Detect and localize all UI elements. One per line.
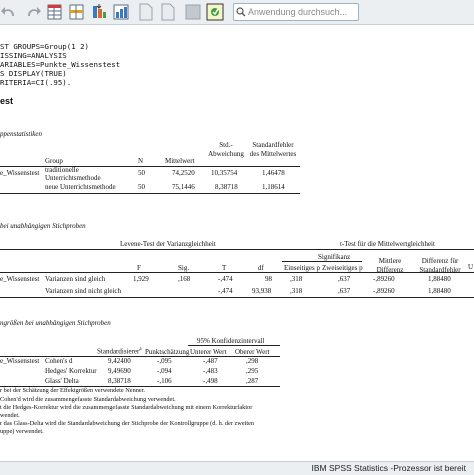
col-p1: Einseitiges p: [284, 264, 320, 272]
cell-point: -,095: [157, 357, 172, 365]
col-sed: Differenz für Standardfehler: [419, 257, 461, 274]
col-p2: Zweiseitiges p: [322, 264, 363, 272]
footnote: wendet.: [0, 412, 20, 419]
cell-point: -,106: [157, 377, 172, 385]
group-name: traditionelle Unterrichtsmethode: [45, 166, 101, 182]
footnote: r bei der Schätzung der Effektgrößen verwendete Nenner.: [0, 387, 146, 394]
cell-md: -,89260: [373, 275, 395, 283]
cell-sd: 8,38718: [215, 183, 238, 191]
divider: [0, 272, 474, 273]
col-sig: Sig.: [178, 264, 190, 272]
divider: [188, 345, 280, 346]
designate-window-icon[interactable]: [206, 3, 224, 21]
divider: [0, 356, 280, 357]
cell-sed: 1,88480: [428, 287, 451, 295]
group-stats-title: ppenstatistiken: [0, 130, 42, 138]
cell-std: 8,38718: [108, 377, 131, 385]
status-bar: [0, 461, 474, 475]
search-placeholder: Anwendung durchsuch...: [248, 7, 348, 17]
footnote: Cohen'd wird die zusammengefasste Standardabweichung verwendet.: [0, 396, 176, 403]
status-text: IBM SPSS Statistics -Prozessor ist bereit: [311, 463, 466, 473]
footnote: t die Hedges-Korrektur wird die zusammengefasste Standardabweichung mit einem Korrekturfaktor: [0, 404, 253, 411]
chart-icon[interactable]: [112, 3, 130, 21]
cell-se: 1,18614: [262, 183, 285, 191]
col-std-label: Standardisierer: [97, 347, 140, 356]
cell-sd: 10,35754: [211, 169, 238, 177]
cell-lower: -,487: [203, 357, 218, 365]
row-label: e_Wissenstest: [0, 169, 40, 177]
col-md: Mittlere Differenz: [376, 257, 404, 274]
cell-mean: 75,1446: [172, 183, 195, 191]
col-std-footnote: a: [139, 347, 142, 352]
col-mean: Mittelwert: [165, 157, 195, 165]
group-name: neue Unterrichtsmethode: [45, 183, 116, 191]
effect-name: Hedges' Korrektur: [45, 367, 97, 375]
cell-n: 50: [138, 183, 145, 191]
cell-se: 1,46478: [262, 169, 285, 177]
divider: [0, 249, 474, 250]
col-point: Punktschätzung: [145, 348, 190, 356]
col-u: U: [468, 263, 474, 271]
redo-icon[interactable]: [22, 3, 42, 21]
cell-upper: ,295: [246, 367, 259, 375]
cell-lower: -,498: [203, 377, 218, 385]
goto-case-icon[interactable]: [68, 3, 86, 21]
cell-std: 9,42400: [108, 357, 131, 365]
cell-f: 1,929: [133, 275, 149, 283]
col-std: [97, 347, 142, 355]
syntax-line: ARIABLES=Punkte_Wissenstest: [0, 60, 121, 69]
goto-data-icon[interactable]: [46, 3, 64, 21]
col-df: df: [258, 264, 264, 272]
cell-mean: 74,2520: [172, 169, 195, 177]
effect-name: Glass' Delta: [45, 377, 79, 385]
gray-box-icon[interactable]: [184, 3, 202, 21]
sig-header: Signifikanz: [318, 253, 351, 261]
footnote: r das Glass-Delta wird die Standardabweichung der Stichprobe der Kontrollgruppe (d. h. der zweiten: [0, 420, 255, 427]
cell-p2: ,637: [338, 275, 351, 283]
cell-df: 93,938: [252, 287, 272, 295]
syntax-line: RITERIA=CI(.95).: [0, 78, 72, 87]
col-group: Group: [45, 157, 63, 165]
syntax-line: ST GROUPS=Group(1 2): [0, 42, 89, 51]
cell-lower: -,483: [203, 367, 218, 375]
document-alt-icon[interactable]: [160, 3, 176, 21]
row-variant: Varianzen sind nicht gleich: [45, 287, 122, 295]
row-label: e_Wissenstest: [0, 275, 40, 283]
cell-upper: ,298: [246, 357, 259, 365]
syntax-line: ISSING=ANALYSIS: [0, 51, 67, 60]
cell-n: 50: [138, 169, 145, 177]
cell-sed: 1,88480: [428, 275, 451, 283]
cell-upper: ,287: [246, 377, 259, 385]
col-t: T: [222, 264, 227, 272]
divider: [0, 193, 300, 194]
cell-t: -,474: [218, 287, 233, 295]
variables-icon[interactable]: [90, 3, 108, 21]
undo-icon[interactable]: [0, 3, 20, 21]
col-lower: Unterer Wert: [190, 348, 227, 356]
cell-p2: ,637: [338, 287, 351, 295]
document-icon[interactable]: [138, 3, 154, 21]
search-icon: [236, 7, 246, 17]
cell-sig: ,168: [178, 275, 191, 283]
cell-md: -,89260: [373, 287, 395, 295]
cell-p1: ,318: [290, 287, 303, 295]
divider: [0, 297, 474, 298]
ci-header: 95% Konfidenzintervall: [197, 337, 265, 345]
cell-std: 9,49690: [108, 367, 131, 375]
row-label: e_Wissenstest: [0, 357, 40, 365]
col-n: N: [138, 157, 144, 165]
cell-t: -,474: [218, 275, 233, 283]
toolbar: [0, 0, 474, 25]
syntax-line: S DISPLAY(TRUE): [0, 69, 67, 78]
search-input[interactable]: [233, 3, 359, 21]
cell-p1: ,318: [290, 275, 303, 283]
ind-test-title: bei unabhängigen Stichproben: [0, 222, 86, 230]
row-variant: Varianzen sind gleich: [45, 275, 106, 283]
output-heading: est: [0, 96, 14, 106]
col-se: Standardfehler des Mittelwertes: [249, 141, 297, 158]
divider: [282, 261, 362, 262]
footnote: uppe) verwendet.: [0, 428, 44, 435]
col-sd: Std.-Abweichung: [208, 141, 244, 158]
ttest-header: t-Test für die Mittelwertgleichheit: [340, 240, 435, 248]
cell-point: -,094: [157, 367, 172, 375]
effect-name: Cohen's d: [45, 357, 73, 365]
col-f: F: [137, 264, 141, 272]
col-upper: Oberer Wert: [235, 348, 270, 356]
cell-df: 98: [265, 275, 272, 283]
levene-header: Levene-Test der Varianzgleichheit: [120, 240, 216, 248]
effect-title: ngrößen bei unabhängigen Stichproben: [0, 319, 111, 327]
